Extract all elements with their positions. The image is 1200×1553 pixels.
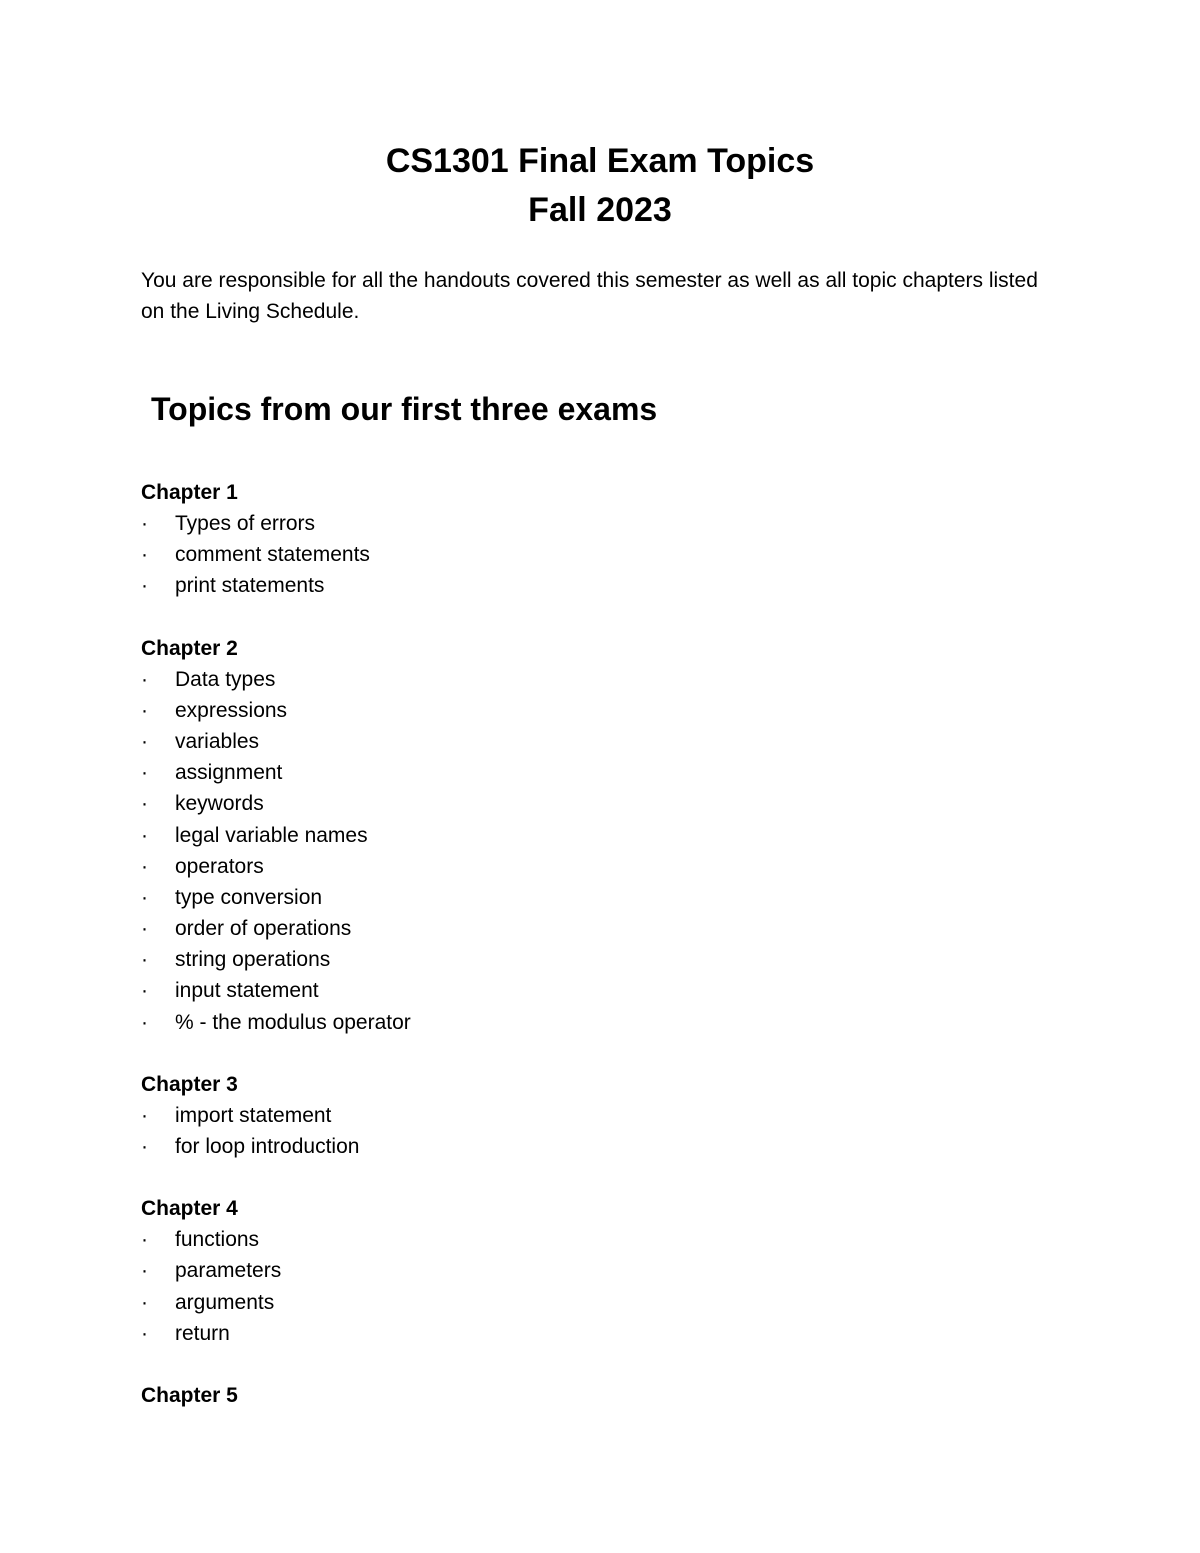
chapter-section [141,477,1041,602]
bullet-icon: · [141,512,148,535]
bullet-icon: · [141,1010,148,1034]
topic-label: assignment [175,761,283,785]
bullet-icon: · [141,792,148,816]
bullet-icon: · [141,729,148,753]
bullet-icon: · [141,823,148,847]
topic-label: parameters [175,1259,282,1283]
topic-label: Types of errors [175,512,316,535]
list-item [141,788,1041,819]
list-item [141,664,1041,695]
chapter-section [141,1193,1041,1349]
bullet-icon: · [141,543,148,567]
document-title: CS1301 Final Exam Topics [385,142,815,180]
list-item [141,757,1041,788]
list-item [141,508,1041,539]
topic-label: operators [175,854,264,878]
list-item [141,1131,1041,1162]
topic-label: arguments [175,1290,275,1314]
bullet-icon: · [141,1228,148,1252]
list-item [141,570,1041,601]
list-item [141,539,1041,570]
list-item [141,695,1041,726]
topic-label: Data types [175,667,276,691]
topic-label: return [175,1321,230,1345]
bullet-icon: · [141,698,148,722]
chapter-title: Chapter 4 [141,1197,238,1221]
list-item [141,1007,1041,1038]
chapter-section [141,633,1041,1038]
bullet-icon: · [141,979,148,1003]
topic-list [141,664,1041,1038]
chapter-title: Chapter 1 [141,481,238,504]
list-item [141,882,1041,913]
list-item [141,1318,1041,1349]
list-item [141,913,1041,944]
bullet-icon: · [141,1290,148,1314]
topic-label: expressions [175,698,288,722]
bullet-icon: · [141,917,148,941]
topic-label: variables [175,729,260,753]
bullet-icon: · [141,885,148,909]
list-item [141,1100,1041,1131]
intro-paragraph: You are responsible for all the handouts covered this semester as well as all topic chapters listed on the Living Schedule. [141,269,1038,323]
topic-label: % - the modulus operator [175,1010,411,1034]
bullet-icon: · [141,667,148,691]
topic-label: functions [175,1228,260,1252]
bullet-icon: · [141,1259,148,1283]
topic-label: import statement [175,1103,332,1127]
chapter-title: Chapter 3 [141,1072,238,1096]
bullet-icon: · [141,854,148,878]
document-subtitle: Fall 2023 [528,191,672,229]
list-item [141,851,1041,882]
chapter-section [141,1069,1041,1162]
list-item [141,1255,1041,1286]
topic-label: print statements [175,574,325,598]
topic-label: comment statements [175,543,370,567]
list-item [141,944,1041,975]
list-item [141,1224,1041,1255]
bullet-icon: · [141,574,148,598]
list-item [141,1287,1041,1318]
bullet-icon: · [141,1103,148,1127]
section-heading: Topics from our first three exams [151,391,658,427]
chapter-section [141,1380,1041,1411]
chapter-list [141,477,1041,1442]
list-item [141,820,1041,851]
list-item [141,975,1041,1006]
topic-list [141,1100,1041,1162]
bullet-icon: · [141,761,148,785]
topic-label: order of operations [175,917,352,941]
topic-label: legal variable names [175,823,368,847]
bullet-icon: · [141,948,148,972]
topic-label: for loop introduction [175,1135,360,1158]
topic-label: input statement [175,979,319,1003]
topic-label: keywords [175,792,264,816]
topic-label: type conversion [175,885,323,909]
topic-list [141,1224,1041,1349]
bullet-icon: · [141,1135,148,1158]
chapter-title: Chapter 2 [141,636,238,660]
topic-list [141,508,1041,602]
list-item [141,726,1041,757]
topic-label: string operations [175,948,331,972]
chapter-title: Chapter 5 [141,1383,238,1407]
bullet-icon: · [141,1321,148,1345]
